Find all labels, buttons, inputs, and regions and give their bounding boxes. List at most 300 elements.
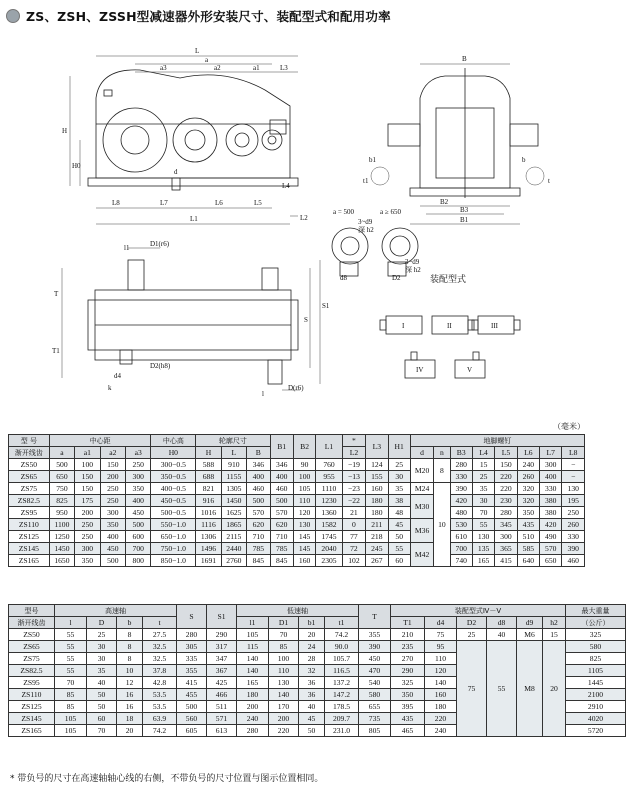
bolt-n-cell: 8 [434, 459, 450, 483]
th-involute: 渐开线齿 [9, 447, 50, 459]
table-cell: 55 [55, 665, 87, 677]
table-cell: 300 [100, 507, 125, 519]
table-cell: 60 [388, 555, 410, 567]
table-cell: 32.5 [143, 641, 177, 653]
table-cell: 390 [562, 543, 585, 555]
assembly-D2-merged: 75 [457, 641, 487, 737]
label-deep-right: 深 h2 [405, 266, 421, 274]
th2-t: t [143, 617, 177, 629]
assembly-h2-merged: 20 [543, 641, 566, 737]
table-cell: 350 [391, 689, 425, 701]
table-cell: 571 [207, 713, 237, 725]
table-cell: 415 [495, 555, 517, 567]
table-cell: 560 [177, 713, 207, 725]
label-L: L [195, 47, 200, 55]
table-cell: 1745 [316, 531, 342, 543]
table-cell: 200 [237, 701, 269, 713]
table-cell: 600 [126, 531, 151, 543]
table-cell: 18 [117, 713, 143, 725]
table-cell: 420 [540, 519, 562, 531]
table-cell: ZS65 [9, 471, 50, 483]
th-L2: L2 [342, 447, 365, 459]
label-d9-right: 3~d9 [405, 258, 420, 266]
label-H: H [62, 127, 68, 135]
label-D1: D1(r6) [150, 240, 170, 248]
table-cell: −19 [342, 459, 365, 471]
table-cell: 55 [388, 543, 410, 555]
table-cell: 450 [100, 543, 125, 555]
label-H0: H0 [72, 162, 81, 170]
table-cell: 1100 [49, 519, 74, 531]
th2-max-weight: 最大重量 [566, 605, 626, 617]
table-cell: 700 [126, 543, 151, 555]
table-cell: 53.5 [143, 689, 177, 701]
bolt-d-cell: M20 [410, 459, 433, 483]
table-cell: 124 [366, 459, 388, 471]
table-cell: 330 [450, 471, 472, 483]
table-cell: 70 [55, 677, 87, 689]
table-cell: 1582 [316, 519, 342, 531]
table-cell: 100 [75, 459, 100, 471]
table-cell: 100 [269, 653, 299, 665]
table-cell: 580 [359, 689, 391, 701]
table-cell: −23 [342, 483, 365, 495]
th-L2-star: * [342, 435, 365, 447]
th-H: H [196, 447, 221, 459]
table-cell: 2440 [221, 543, 246, 555]
table-cell: 267 [366, 555, 388, 567]
th-B2: B2 [293, 435, 315, 459]
table-cell: 70 [472, 507, 494, 519]
th-a3: a3 [126, 447, 151, 459]
table-cell: 50 [388, 531, 410, 543]
table-cell: 25 [388, 459, 410, 471]
max-weight-cell: 825 [566, 653, 626, 665]
table-cell: 40 [299, 701, 325, 713]
table-cell: 230 [495, 495, 517, 507]
th2-b: b [117, 617, 143, 629]
top-labels [52, 240, 330, 398]
table-cell: 95 [425, 641, 457, 653]
table-cell: ZS165 [9, 555, 50, 567]
table-cell: 85 [55, 689, 87, 701]
technical-drawings [0, 28, 593, 408]
table-cell: 200 [100, 471, 125, 483]
table-cell: 25 [87, 629, 117, 641]
table-row [9, 519, 585, 531]
table-cell: 35 [87, 665, 117, 677]
th2-b1: b1 [299, 617, 325, 629]
label-S1: S1 [322, 302, 330, 310]
table-cell: 105 [237, 629, 269, 641]
table-cell: 63.9 [143, 713, 177, 725]
table-cell: 15 [472, 459, 494, 471]
th-L1: L1 [316, 435, 342, 459]
table-cell: 150 [100, 459, 125, 471]
table-cell: 845 [247, 555, 270, 567]
table-cell: 1116 [196, 519, 221, 531]
table-cell: 74.2 [325, 629, 359, 641]
table-cell: 150 [75, 483, 100, 495]
table-cell: 250 [100, 483, 125, 495]
table-cell: 380 [540, 507, 562, 519]
top-dimensions [62, 248, 320, 390]
table-cell: 147.2 [325, 689, 359, 701]
table-cell: 165 [237, 677, 269, 689]
label-a3: a3 [160, 64, 167, 72]
table-cell: ZS50 [9, 459, 50, 471]
table-cell: 53.5 [143, 701, 177, 713]
table-cell: 10 [117, 665, 143, 677]
table-cell: 231.0 [325, 725, 359, 737]
table-cell: 435 [517, 519, 539, 531]
table-cell: 400 [247, 471, 270, 483]
th-B1: B1 [270, 435, 293, 459]
table-cell: 77 [342, 531, 365, 543]
table-cell: 280 [450, 459, 472, 471]
table-cell: 305 [177, 641, 207, 653]
table-cell: 700 [450, 543, 472, 555]
label-L8: L8 [112, 199, 120, 207]
unit-label: （毫米） [553, 422, 585, 431]
table-cell: 346 [270, 459, 293, 471]
th2-involute: 渐开线齿 [9, 617, 55, 629]
table1-header-row1 [9, 435, 585, 447]
th-H1: H1 [388, 435, 410, 459]
table-cell: 750−1.0 [151, 543, 196, 555]
table-cell: 380 [540, 495, 562, 507]
table-cell: 280 [177, 629, 207, 641]
th-d: d [410, 447, 433, 459]
table-cell: 300 [75, 543, 100, 555]
table-cell: 785 [247, 543, 270, 555]
table-cell: 450 [126, 507, 151, 519]
table-cell: 605 [177, 725, 207, 737]
table-cell: 250 [126, 459, 151, 471]
label-B: B [462, 55, 467, 63]
table-cell: 1110 [316, 483, 342, 495]
table-cell: 45 [388, 519, 410, 531]
table-cell: 300 [540, 459, 562, 471]
th-B3: B3 [450, 447, 472, 459]
table-cell: 1691 [196, 555, 221, 567]
table-cell: 570 [540, 543, 562, 555]
max-weight-cell: 325 [566, 629, 626, 641]
table-cell: 400 [100, 531, 125, 543]
table-cell: 335 [177, 653, 207, 665]
table-cell: ZS165 [9, 725, 55, 737]
table-cell: 30 [388, 471, 410, 483]
assembly-type-V: V [467, 366, 473, 374]
table-cell: 1016 [196, 507, 221, 519]
table-cell: 1650 [49, 555, 74, 567]
table-cell: 45 [299, 713, 325, 725]
table-cell: 500 [126, 519, 151, 531]
th2-T1: T1 [391, 617, 425, 629]
table-cell: 130 [562, 483, 585, 495]
table-cell: 200 [269, 713, 299, 725]
table-cell: 950 [49, 507, 74, 519]
table-cell: 425 [207, 677, 237, 689]
label-a500: a = 500 [333, 208, 355, 216]
th2-low-speed-shaft: 低速轴 [237, 605, 359, 617]
label-L2: L2 [300, 214, 308, 222]
table-cell: 2040 [316, 543, 342, 555]
table-row [9, 641, 626, 653]
max-weight-cell: 2100 [566, 689, 626, 701]
max-weight-cell: 580 [566, 641, 626, 653]
table-cell: 55 [55, 641, 87, 653]
assembly-d8-merged: 55 [487, 641, 517, 737]
table-cell: 365 [495, 543, 517, 555]
th-center-distance: 中心距 [49, 435, 151, 447]
table-cell: 220 [269, 725, 299, 737]
title-bar [6, 6, 391, 26]
front-dimensions [70, 56, 298, 224]
table-cell: 2760 [221, 555, 246, 567]
table-cell: 155 [366, 471, 388, 483]
table-cell: 480 [450, 507, 472, 519]
table-cell: −13 [342, 471, 365, 483]
table-cell: 55 [55, 629, 87, 641]
th-outline: 轮廓尺寸 [196, 435, 270, 447]
table-cell: 400 [540, 471, 562, 483]
table-cell: 30 [87, 641, 117, 653]
table-cell: 350 [126, 483, 151, 495]
table-cell: 610 [450, 531, 472, 543]
table-cell: 140 [237, 665, 269, 677]
label-b: b [522, 156, 526, 164]
table-cell: ZS75 [9, 483, 50, 495]
label-D2: D2 [392, 274, 401, 282]
table-cell: 20 [117, 725, 143, 737]
table-cell: 75 [425, 629, 457, 641]
table-cell: 175 [75, 495, 100, 507]
table-cell: 55 [472, 519, 494, 531]
max-weight-cell: 1445 [566, 677, 626, 689]
assembly-h2-cell: 15 [543, 629, 566, 641]
th-L8: L8 [562, 447, 585, 459]
table-cell: 750 [49, 483, 74, 495]
table-cell: 1496 [196, 543, 221, 555]
table-cell: 435 [391, 713, 425, 725]
table-cell: 500 [49, 459, 74, 471]
table-cell: 1360 [316, 507, 342, 519]
label-L1: L1 [190, 215, 198, 223]
table-cell: 710 [270, 531, 293, 543]
label-a1: a1 [253, 64, 260, 72]
table-cell: 550−1.0 [151, 519, 196, 531]
table-cell: 35 [388, 483, 410, 495]
table-cell: 650 [540, 555, 562, 567]
table-cell: 40 [87, 677, 117, 689]
table-cell: 1155 [221, 471, 246, 483]
th2-h2: h2 [543, 617, 566, 629]
table1-body [9, 459, 585, 567]
table-cell: 460 [562, 555, 585, 567]
table-cell: ZS75 [9, 653, 55, 665]
max-weight-cell: 2910 [566, 701, 626, 713]
th-H0: H0 [151, 447, 196, 459]
table-cell: 0 [342, 519, 365, 531]
bullet-icon [6, 9, 20, 23]
table-cell: 1230 [316, 495, 342, 507]
th2-assembly-iv-v: 装配型式Ⅳ－Ⅴ [391, 605, 566, 617]
table-cell: 240 [425, 725, 457, 737]
table-cell: 8 [117, 629, 143, 641]
table-cell: 24 [299, 641, 325, 653]
th-foundation-bolts: 地脚螺钉 [410, 435, 584, 447]
table-cell: 220 [495, 471, 517, 483]
front-labels [62, 47, 308, 223]
table-cell: 350 [517, 507, 539, 519]
label-a2: a2 [214, 64, 221, 72]
table-cell: 250 [562, 507, 585, 519]
label-l: l [262, 390, 264, 398]
th2-l1: l1 [237, 617, 269, 629]
table-cell: 30 [472, 495, 494, 507]
table-cell: 180 [425, 701, 457, 713]
table-cell: 710 [247, 531, 270, 543]
table-cell: 955 [316, 471, 342, 483]
label-T: T [54, 290, 59, 298]
table-cell: ZS95 [9, 507, 50, 519]
table-cell: 85 [269, 641, 299, 653]
table-cell: 195 [562, 495, 585, 507]
table-cell: 105.7 [325, 653, 359, 665]
table-cell: 640 [517, 555, 539, 567]
label-t1: t1 [363, 177, 369, 185]
table-row [9, 507, 585, 519]
table-cell: 70 [87, 725, 117, 737]
table-cell: ZS125 [9, 531, 50, 543]
assembly-labels [402, 322, 499, 374]
table-cell: 240 [517, 459, 539, 471]
table-cell: 180 [366, 495, 388, 507]
table-cell: 613 [207, 725, 237, 737]
table-cell: 130 [472, 531, 494, 543]
table-cell: 500 [100, 555, 125, 567]
table-cell: 50 [87, 689, 117, 701]
th2-model: 型号 [9, 605, 55, 617]
table-cell: 760 [316, 459, 342, 471]
table-cell: 21 [342, 507, 365, 519]
table-cell: 415 [177, 677, 207, 689]
assembly-D2-cell: 25 [457, 629, 487, 641]
label-l1: l1 [124, 244, 130, 252]
table-cell: 350 [100, 519, 125, 531]
th2-S: S [177, 605, 207, 629]
table-cell: 60 [87, 713, 117, 725]
table-cell: 330 [562, 531, 585, 543]
table-cell: 588 [196, 459, 221, 471]
table-cell: 650−1.0 [151, 531, 196, 543]
table-cell: 12 [117, 677, 143, 689]
table-cell: 400 [270, 471, 293, 483]
footnote: * 带负号的尺寸在高速轴轴心线的右侧，不带负号的尺寸位置与图示位置相同。 [10, 774, 324, 784]
table-cell: 250 [75, 531, 100, 543]
table-cell: 910 [221, 459, 246, 471]
bolt-n-cell: 10 [434, 483, 450, 567]
th-B: B [247, 447, 270, 459]
label-L4: L4 [282, 182, 290, 190]
table-cell: 38 [388, 495, 410, 507]
table-cell: 115 [237, 641, 269, 653]
table-cell: 530 [450, 519, 472, 531]
table-cell: 210 [391, 629, 425, 641]
table-row [9, 483, 585, 495]
table-cell: 655 [359, 701, 391, 713]
th2-d4: d4 [425, 617, 457, 629]
table-cell: 105 [55, 713, 87, 725]
th-L7: L7 [540, 447, 562, 459]
table-row [9, 543, 585, 555]
table-cell: 260 [517, 471, 539, 483]
table-cell: 240 [237, 713, 269, 725]
table-cell: − [562, 459, 585, 471]
table-cell: 137.2 [325, 677, 359, 689]
label-t: t [548, 177, 550, 185]
table-cell: 260 [562, 519, 585, 531]
table-cell: 16 [117, 689, 143, 701]
table-cell: 209.7 [325, 713, 359, 725]
table-cell: 740 [450, 555, 472, 567]
label-L7: L7 [160, 199, 168, 207]
table-cell: 100 [293, 471, 315, 483]
table-cell: 510 [517, 531, 539, 543]
table-cell: 85 [55, 701, 87, 713]
table-cell: 37.8 [143, 665, 177, 677]
table2-header-row2 [9, 617, 626, 629]
th-L4: L4 [472, 447, 494, 459]
table-cell: 110 [293, 495, 315, 507]
table-cell: 8 [117, 653, 143, 665]
page-title: ZS、ZSH、ZSSH型减速器外形安装尺寸、装配型式和配用功率 [26, 9, 391, 24]
table-cell: 916 [196, 495, 221, 507]
table-cell: 300−0.5 [151, 459, 196, 471]
table-cell: 90.0 [325, 641, 359, 653]
table-cell: 570 [270, 507, 293, 519]
table-cell: 570 [247, 507, 270, 519]
side-dimensions [371, 64, 544, 224]
table-cell: 290 [391, 665, 425, 677]
table-cell: 400−0.5 [151, 483, 196, 495]
table-cell: 450 [359, 653, 391, 665]
table-cell: 178.5 [325, 701, 359, 713]
table-cell: 350−0.5 [151, 471, 196, 483]
th-L5: L5 [495, 447, 517, 459]
label-D: D(r6) [288, 384, 304, 392]
assembly-type-III: III [491, 322, 498, 330]
table-cell: 1450 [221, 495, 246, 507]
max-weight-cell: 5720 [566, 725, 626, 737]
flange-labels [333, 208, 421, 282]
table-cell: − [562, 471, 585, 483]
table-cell: 500 [247, 495, 270, 507]
label-d: d [174, 168, 178, 176]
table-cell: 821 [196, 483, 221, 495]
table-cell: 120 [293, 507, 315, 519]
table-cell: 30 [87, 653, 117, 665]
table-cell: 2115 [221, 531, 246, 543]
table-cell: 620 [247, 519, 270, 531]
assembly-d8-cell: 40 [487, 629, 517, 641]
max-weight-cell: 4020 [566, 713, 626, 725]
th2-D2: D2 [457, 617, 487, 629]
label-k: k [108, 384, 112, 392]
table-cell: 420 [450, 495, 472, 507]
table-row [9, 459, 585, 471]
